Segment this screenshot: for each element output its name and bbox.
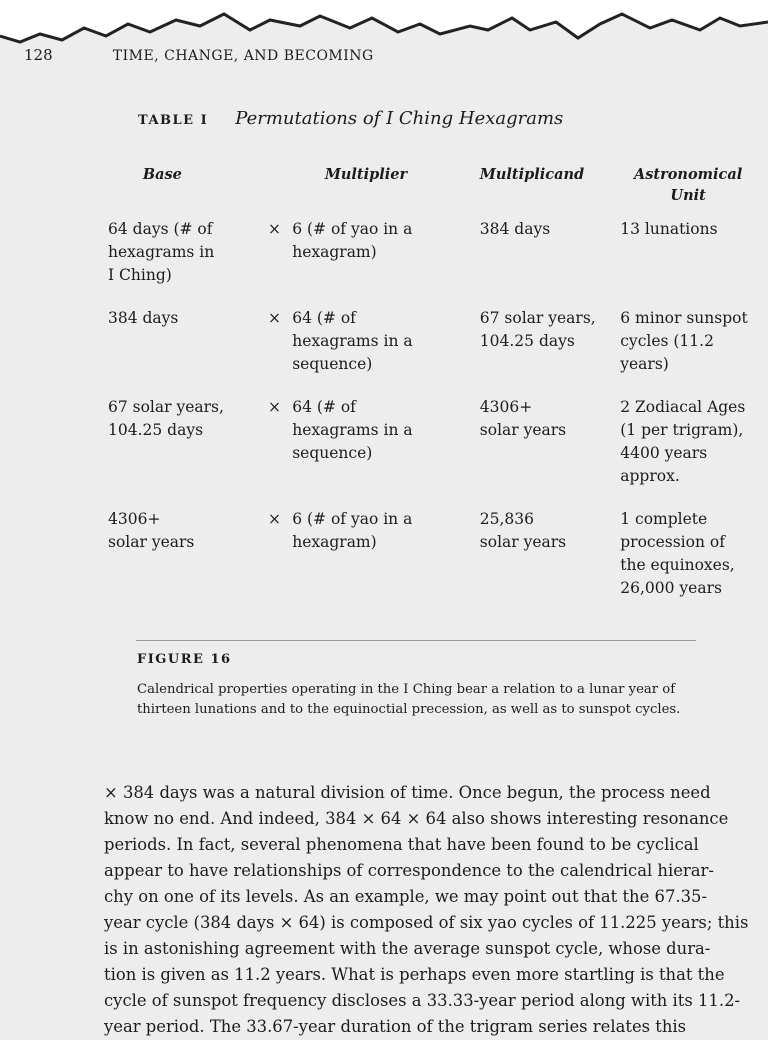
cell-line: 104.25 days: [479, 332, 575, 350]
cell-line: 104.25 days: [108, 421, 204, 439]
cell-line: 6 minor sunspot: [620, 309, 748, 327]
running-head: [24, 46, 374, 64]
cell-astronomical-unit: [620, 508, 756, 620]
cell-line: solar years: [479, 533, 567, 551]
body-line: appear to have relationships of correspondence to the calendrical hierar-: [104, 861, 714, 880]
cell-line: 384 days: [479, 220, 551, 238]
header-astro-line: Unit: [670, 187, 706, 204]
cell-line: 64 (# of: [292, 398, 356, 416]
cell-line: hexagram): [292, 243, 377, 261]
cell-multiplicand: [480, 396, 620, 508]
table-row: [108, 218, 756, 307]
body-line: × 384 days was a natural division of time. Once begun, the process need: [104, 783, 711, 802]
table-row: [108, 307, 756, 396]
cell-multiplier: [292, 218, 480, 307]
header-multiplier: Multiplier: [324, 166, 408, 183]
cell-times: ×: [267, 220, 281, 238]
cell-line: 67 solar years,: [108, 398, 224, 416]
cell-line: 4400 years: [620, 444, 708, 462]
cell-line: 26,000 years: [620, 579, 722, 597]
cell-line: 64 days (# of: [108, 220, 213, 238]
figure-divider: [136, 640, 696, 641]
table-row: [108, 396, 756, 508]
cell-times: ×: [267, 398, 281, 416]
table-body: [108, 218, 756, 620]
cell-line: 4306+: [108, 510, 161, 528]
cell-line: hexagrams in: [108, 243, 215, 261]
cell-line: solar years: [108, 533, 195, 551]
cell-line: hexagrams in a: [292, 421, 413, 439]
cell-multiplier: [292, 396, 480, 508]
body-line: year cycle (384 days × 64) is composed of six yao cycles of 11.225 years; this: [104, 913, 749, 932]
cell-line: the equinoxes,: [620, 556, 735, 574]
cell-line: hexagram): [292, 533, 377, 551]
cell-line: 2 Zodiacal Ages: [620, 398, 746, 416]
table-header-row: [108, 164, 756, 218]
cell-astronomical-unit: [620, 307, 756, 396]
cell-line: 4306+: [479, 398, 533, 416]
cell-line: 13 lunations: [620, 220, 718, 238]
figure-caption: [137, 680, 707, 720]
cell-line: sequence): [292, 444, 373, 462]
cell-line: 1 complete: [620, 510, 708, 528]
cell-line: I Ching): [108, 266, 172, 284]
header-astro-line: Astronomical: [634, 166, 743, 183]
body-line: cycle of sunspot frequency discloses a 33.33-year period along with its 11.2-: [104, 991, 741, 1010]
caption-line: Calendrical properties operating in the I Ching bear a relation to a lunar year of: [137, 682, 676, 697]
body-line: chy on one of its levels. As an example, we may point out that the 67.35-: [104, 887, 707, 906]
cell-line: 6 (# of yao in a: [292, 510, 413, 528]
cell-line: 25,836: [479, 510, 535, 528]
cell-multiplicand: [480, 307, 620, 396]
body-paragraph: [104, 780, 749, 1040]
caption-line: thirteen lunations and to the equinoctial precession, as well as to sunspot cycles.: [137, 702, 681, 717]
cell-times: ×: [267, 510, 281, 528]
cell-base: [108, 218, 257, 307]
body-line: year period. The 33.67-year duration of the trigram series relates this: [104, 1017, 687, 1036]
table-caption: [138, 108, 563, 129]
figure-label: FIGURE 16: [137, 652, 232, 667]
cell-multiplier: [292, 307, 480, 396]
cell-line: 67 solar years,: [479, 309, 596, 327]
header-astronomical-unit: [620, 164, 756, 218]
cell-line: procession of: [620, 533, 725, 551]
cell-base: [108, 396, 257, 508]
cell-astronomical-unit: [620, 396, 756, 508]
page-number: 128: [24, 46, 53, 64]
cell-line: sequence): [292, 355, 373, 373]
cell-astronomical-unit: [620, 218, 756, 307]
cell-line: solar years: [479, 421, 567, 439]
header-base: Base: [142, 166, 182, 183]
cell-line: cycles (11.2 years): [620, 332, 714, 373]
table-title: Permutations of I Ching Hexagrams: [235, 108, 564, 129]
cell-line: 64 (# of: [292, 309, 356, 327]
body-line: is in astonishing agreement with the average sunspot cycle, whose dura-: [104, 939, 711, 958]
cell-line: 6 (# of yao in a: [292, 220, 413, 238]
cell-line: 384 days: [108, 309, 179, 327]
cell-base: [108, 307, 257, 396]
cell-line: hexagrams in a: [292, 332, 413, 350]
cell-multiplicand: [480, 508, 620, 620]
cell-times: ×: [267, 309, 281, 327]
cell-multiplier: [292, 508, 480, 620]
cell-base: [108, 508, 257, 620]
body-line: know no end. And indeed, 384 × 64 × 64 also shows interesting resonance: [104, 809, 729, 828]
cell-line: approx.: [620, 467, 680, 485]
table-label: TABLE I: [138, 113, 209, 128]
header-times-spacer: [257, 164, 293, 218]
cell-line: (1 per trigram),: [620, 421, 744, 439]
header-multiplicand: Multiplicand: [479, 166, 585, 183]
hexagram-permutations-table: [108, 164, 756, 620]
cell-multiplicand: [480, 218, 620, 307]
running-title: TIME, CHANGE, AND BECOMING: [112, 48, 374, 64]
body-line: periods. In fact, several phenomena that have been found to be cyclical: [104, 835, 699, 854]
table-row: [108, 508, 756, 620]
body-line: tion is given as 11.2 years. What is perhaps even more startling is that the: [104, 965, 725, 984]
